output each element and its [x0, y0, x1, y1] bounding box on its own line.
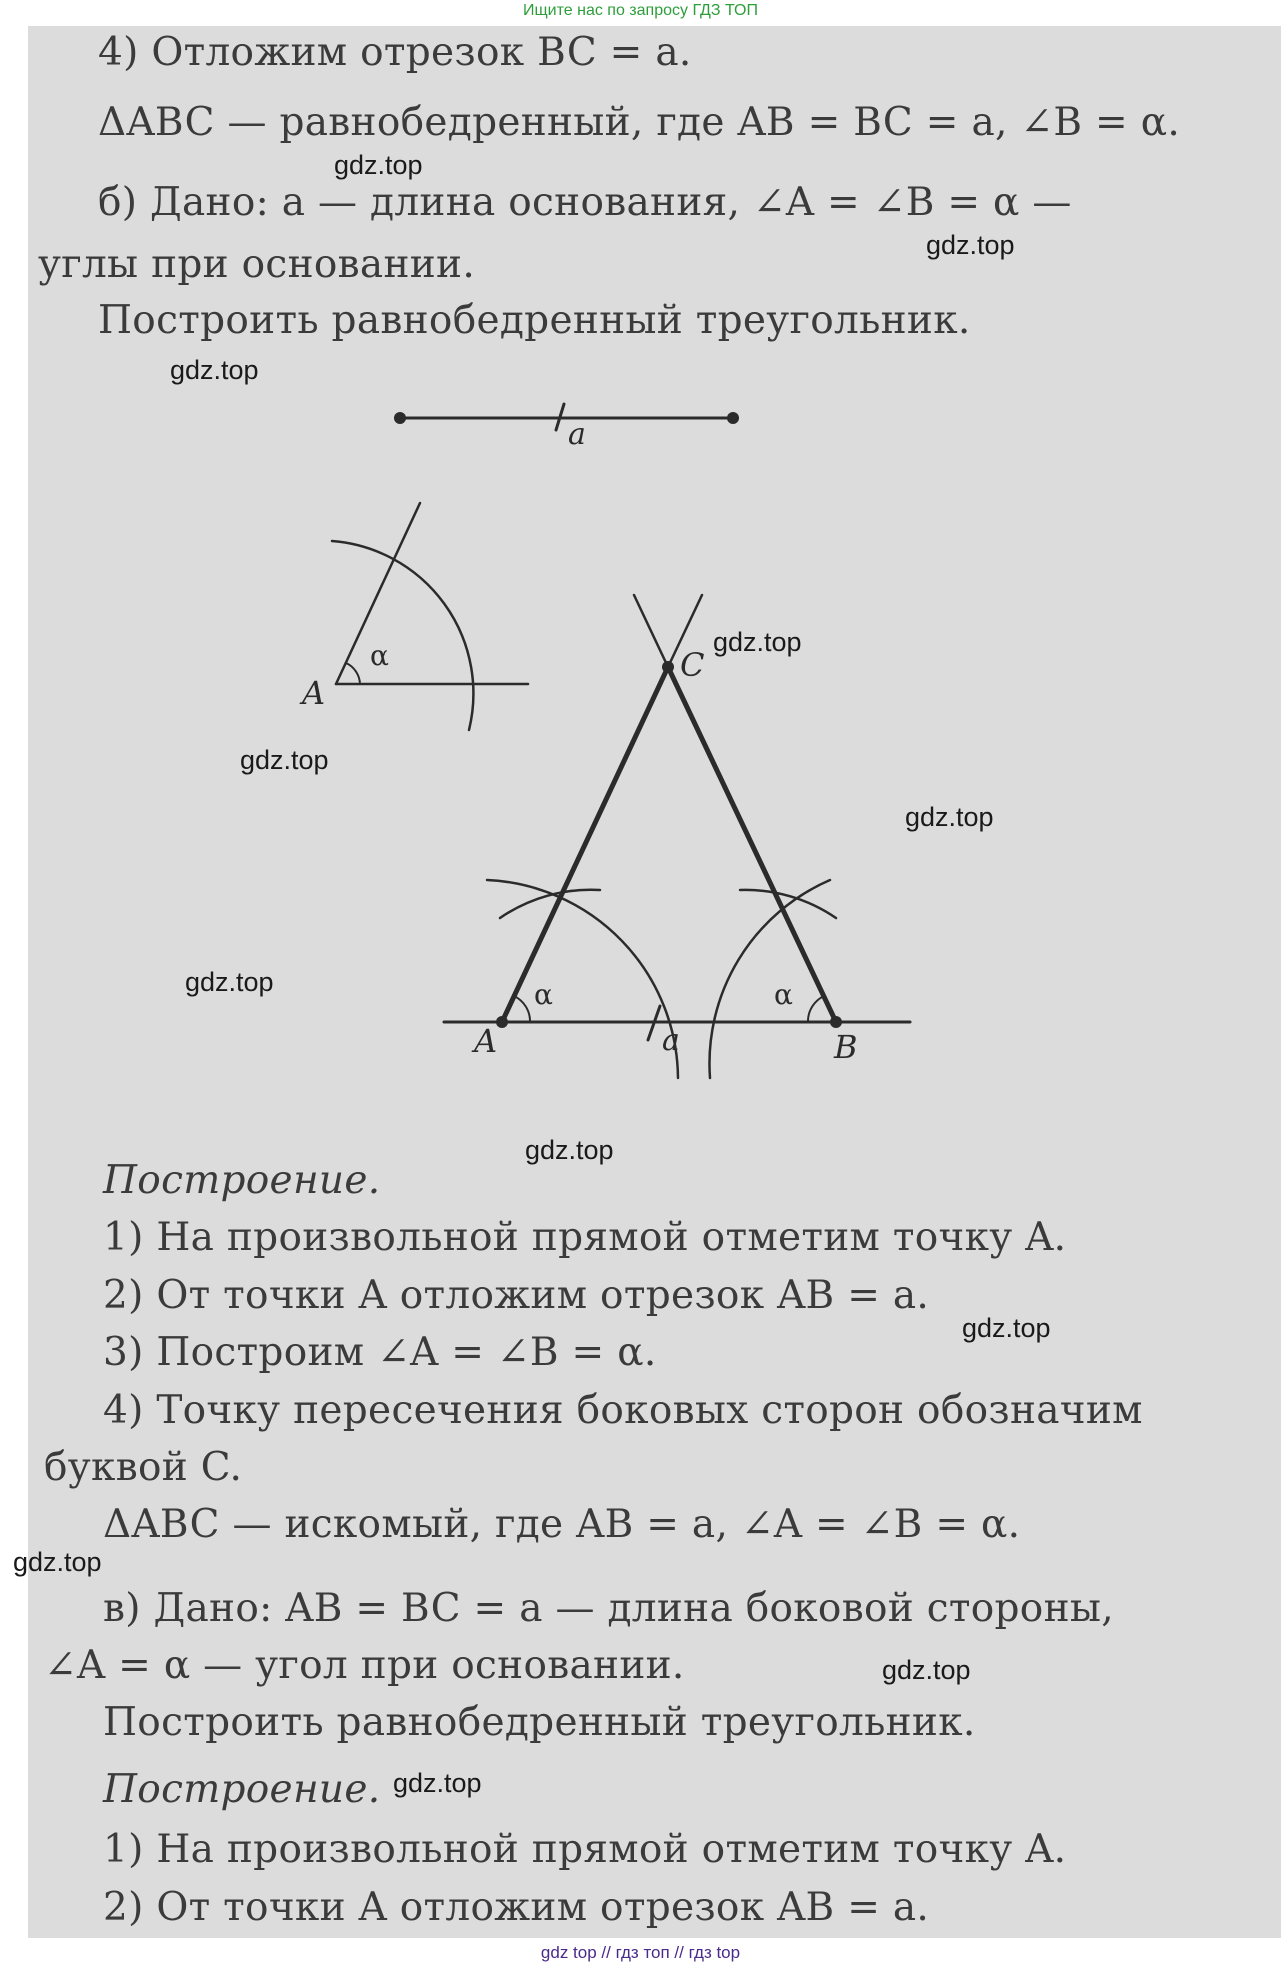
text-line: 1) На произвольной прямой отметим точку A.	[103, 1215, 1067, 1260]
watermark: gdz.top	[13, 1547, 102, 1577]
angle-b-label: α	[774, 978, 793, 1011]
text-line: ΔABC — искомый, где AB = a, ∠A = ∠B = α.	[103, 1502, 1021, 1547]
text-line: Построить равнобедренный треугольник.	[98, 298, 971, 343]
text-line: ΔABC — равнобедренный, где AB = BC = a, ∠B = α.	[98, 100, 1181, 145]
watermark: gdz.top	[240, 745, 329, 775]
watermark: gdz.top	[334, 150, 423, 180]
text-line: 3) Построим ∠A = ∠B = α.	[103, 1330, 657, 1375]
text-line: 1) На произвольной прямой отметим точку A.	[103, 1827, 1067, 1872]
text-line: б) Дано: a — длина основания, ∠A = ∠B = α —	[98, 180, 1072, 225]
text-line: ∠A = α — угол при основании.	[44, 1643, 685, 1688]
top-banner: Ищите нас по запросу ГДЗ ТОП	[0, 0, 1281, 24]
angle-vertex-label: A	[302, 674, 326, 712]
vertex-a-label: A	[474, 1022, 498, 1060]
bottom-banner: gdz top // гдз топ // гдз top	[0, 1940, 1281, 1968]
watermark: gdz.top	[882, 1655, 971, 1685]
watermark: gdz.top	[905, 802, 994, 832]
watermark: gdz.top	[962, 1313, 1051, 1343]
watermark: gdz.top	[713, 627, 802, 657]
text-line: 2) От точки A отложим отрезок AB = a.	[103, 1885, 930, 1930]
text-line: буквой C.	[44, 1445, 243, 1490]
watermark: gdz.top	[926, 230, 1015, 260]
text-line: Построить равнобедренный треугольник.	[103, 1700, 976, 1745]
watermark: gdz.top	[393, 1768, 482, 1798]
watermark: gdz.top	[185, 967, 274, 997]
watermark: gdz.top	[170, 355, 259, 385]
text-line: 4) Точку пересечения боковых сторон обозначим	[103, 1388, 1143, 1433]
segment-label: a	[568, 417, 586, 452]
vertex-b-label: B	[834, 1028, 858, 1066]
watermark: gdz.top	[525, 1135, 614, 1165]
text-line: 2) От точки A отложим отрезок AB = a.	[103, 1273, 930, 1318]
section-heading: Построение.	[103, 1158, 381, 1203]
text-line: 4) Отложим отрезок BC = a.	[98, 30, 692, 75]
vertex-c-label: C	[680, 646, 705, 684]
text-line: в) Дано: AB = BC = a — длина боковой стороны,	[103, 1586, 1114, 1631]
text-line: углы при основании.	[38, 242, 476, 287]
angle-a-label: α	[534, 978, 553, 1011]
section-heading: Построение.	[103, 1767, 381, 1812]
angle-alpha-label: α	[370, 639, 389, 672]
base-label: a	[662, 1023, 680, 1058]
